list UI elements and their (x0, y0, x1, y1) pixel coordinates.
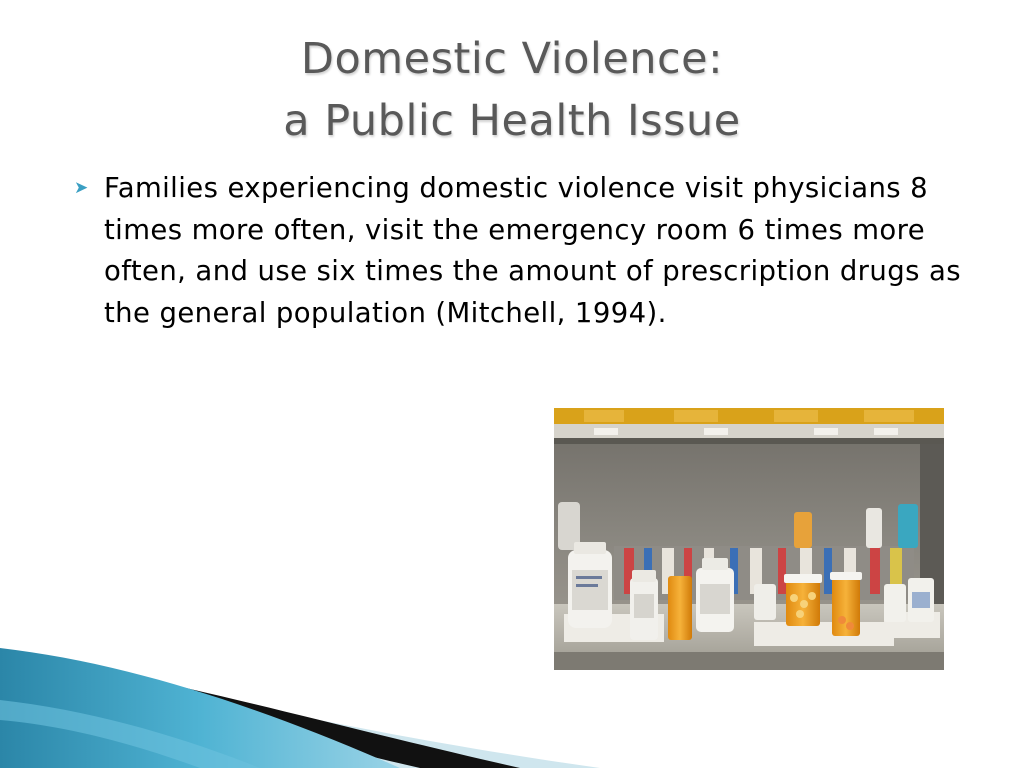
title-line-1: Domestic Violence: (300, 34, 724, 84)
slide-title (0, 28, 1024, 152)
bullet-list (74, 168, 974, 334)
bullet-text: Families experiencing domestic violence visit physicians 8 times more often, visit the emergency room 6 times more often, and use six times the amount of prescription drugs as the general population (Mitchell, 1994). (104, 172, 961, 329)
title-line-2: a Public Health Issue (283, 96, 741, 146)
pharmacy-shelf-pill-bottles-photo (554, 408, 944, 670)
arrow-bullet-icon: ➤ (74, 178, 89, 198)
corner-swoosh-decoration (0, 640, 600, 768)
bullet-item (74, 168, 974, 334)
